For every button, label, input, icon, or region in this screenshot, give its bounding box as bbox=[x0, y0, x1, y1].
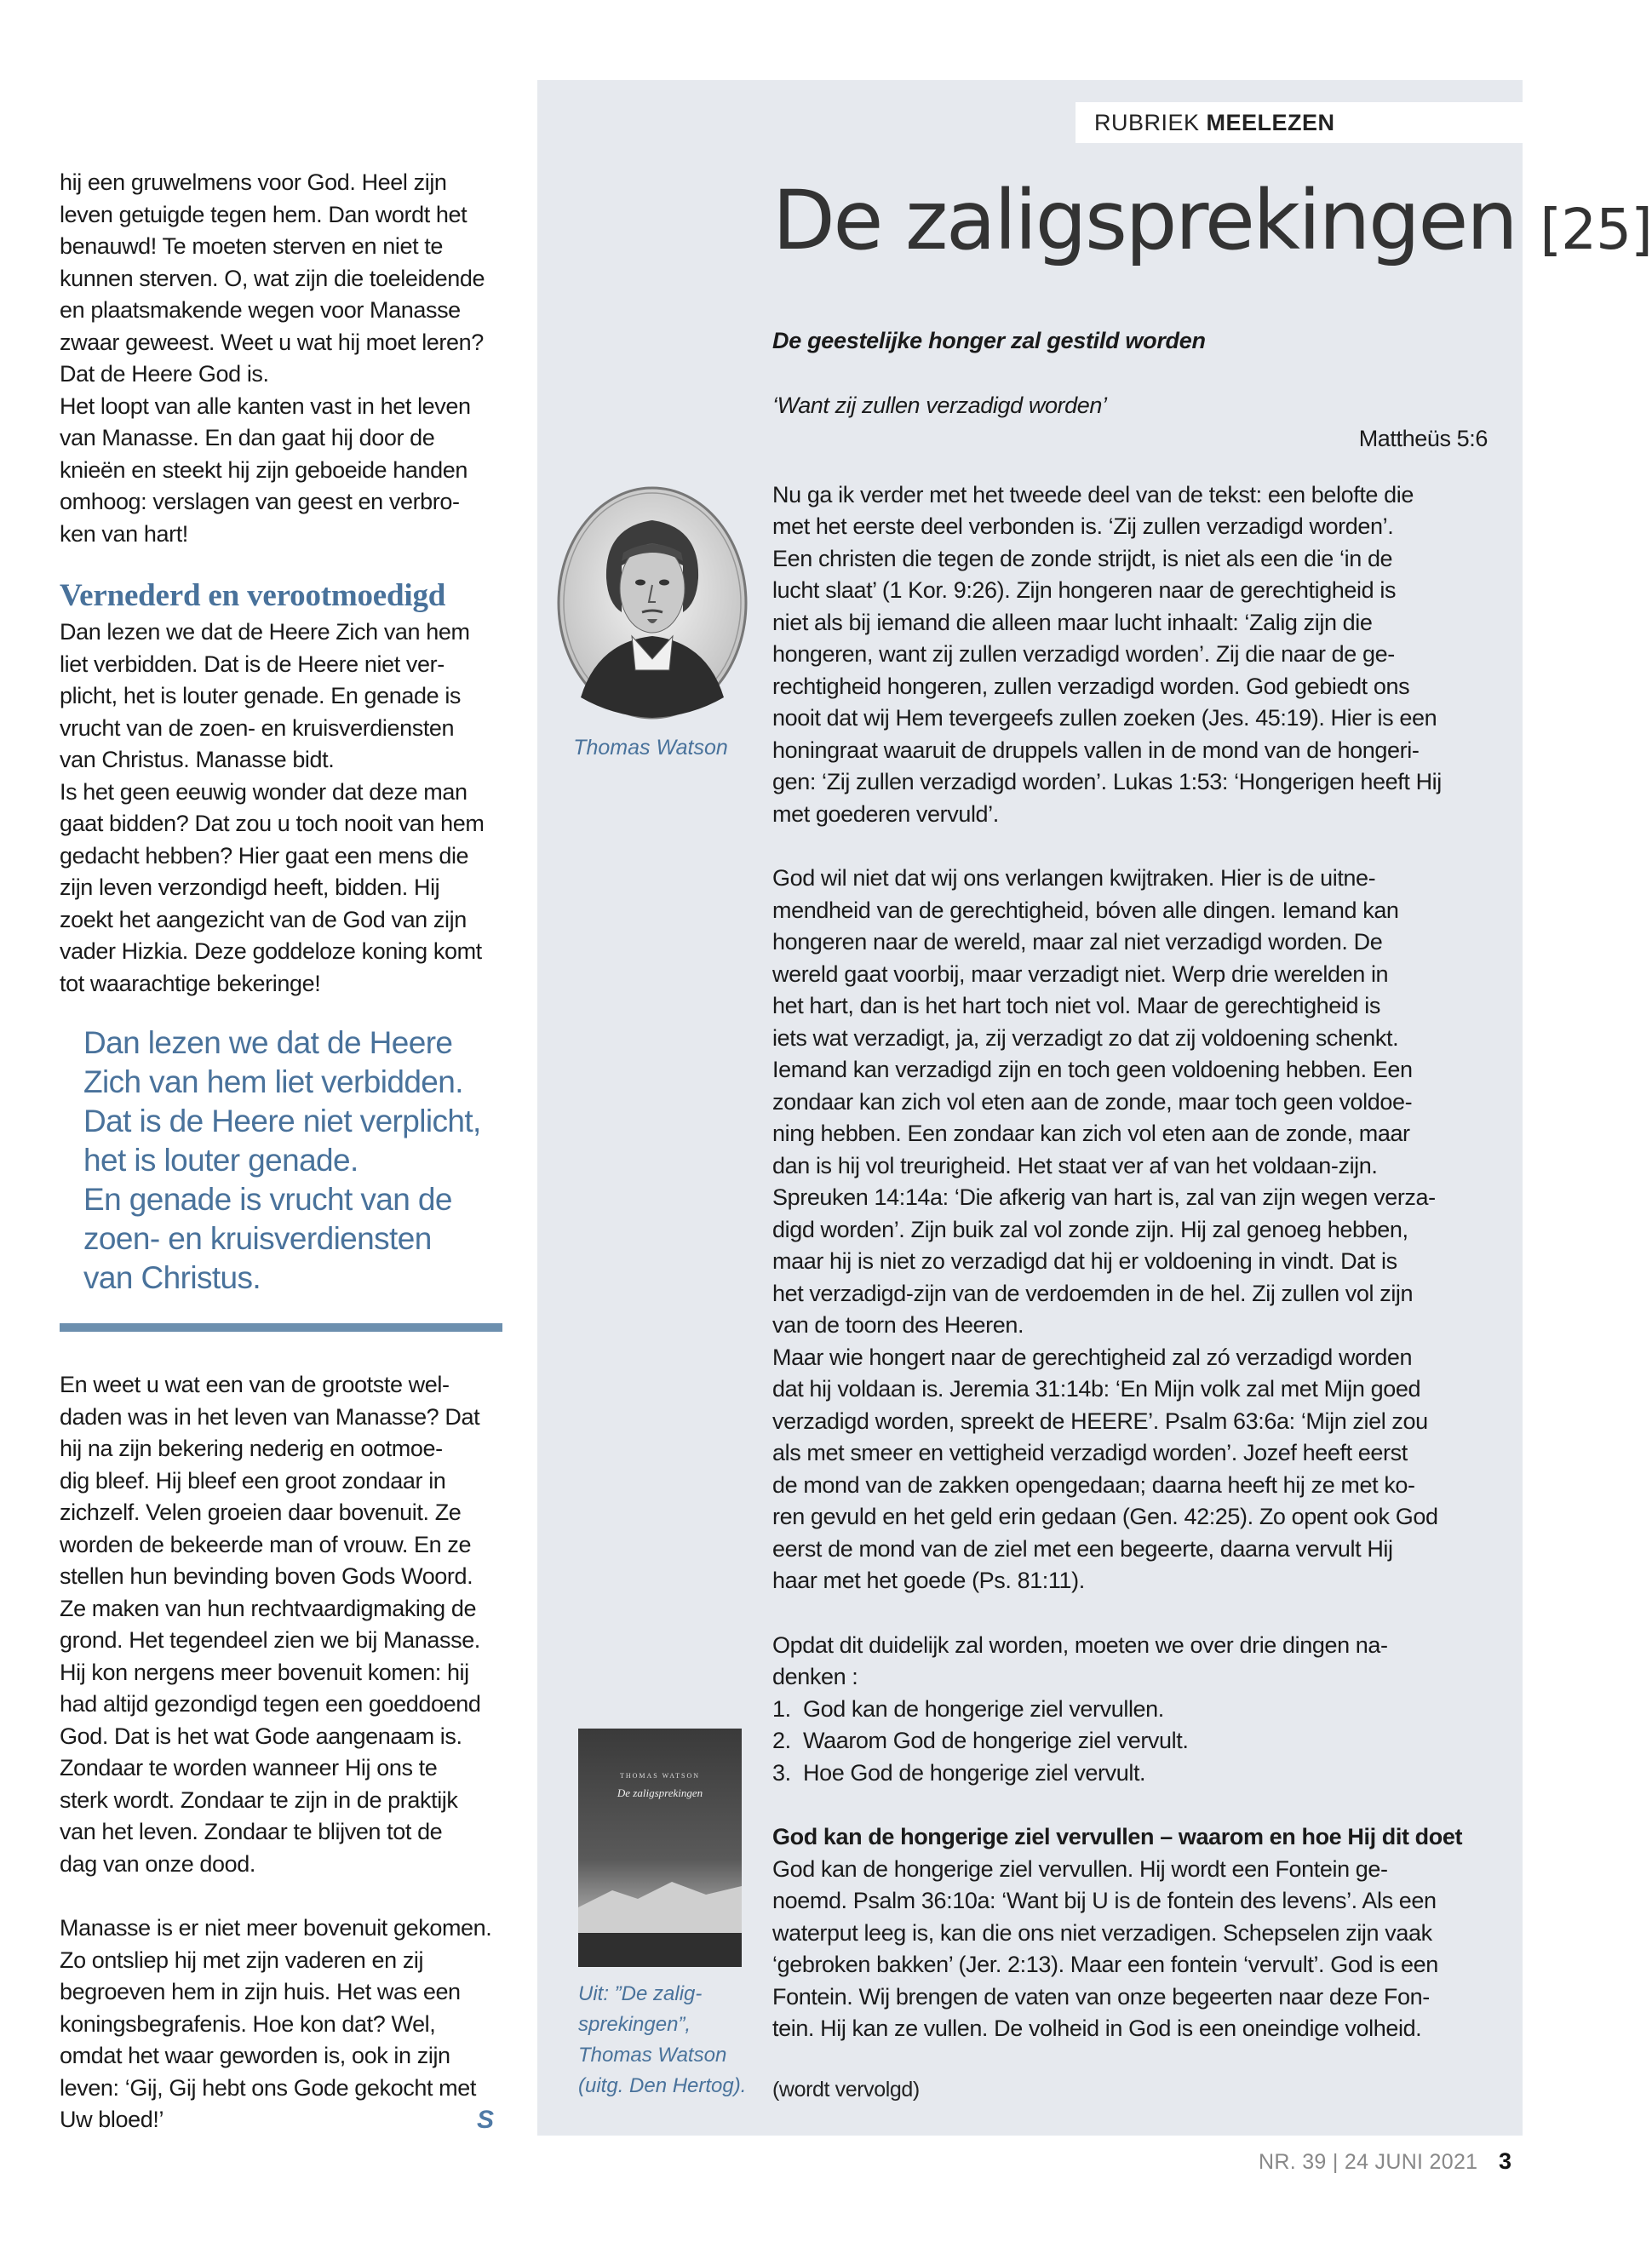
text-line: gen: ‘Zij zullen verzadigd worden’. Lukas 1:53: ‘Hongerigen heeft Hij bbox=[772, 769, 1442, 794]
text-line: Thomas Watson bbox=[578, 2044, 727, 2067]
text-line: kunnen sterven. O, wat zijn die toeleidende bbox=[60, 265, 485, 291]
text-line: ‘gebroken bakken’ (Jer. 2:13). Maar een fontein ‘vervult’. God is een bbox=[772, 1952, 1438, 1977]
text-line: maar hij is niet zo verzadigd dat hij er voldoening in vindt. Dat is bbox=[772, 1248, 1397, 1274]
text-line: Ze maken van hun rechtvaardigmaking de bbox=[60, 1595, 477, 1621]
text-line: zijn leven verzondigd heeft, bidden. Hij bbox=[60, 874, 440, 900]
list-item bbox=[772, 1725, 1488, 1758]
left-paragraph-3 bbox=[60, 1369, 508, 1880]
text-line: had altijd gezondigd tegen een goeddoend bbox=[60, 1691, 481, 1717]
scripture-reference: Mattheüs 5:6 bbox=[1358, 425, 1488, 451]
text-line: God wil niet dat wij ons verlangen kwijtraken. Hier is de uitne- bbox=[772, 865, 1376, 891]
text-line: benauwd! Te moeten sterven en niet te bbox=[60, 233, 444, 259]
text-line: haar met het goede (Ps. 81:11). bbox=[772, 1568, 1085, 1593]
article-body bbox=[772, 325, 1488, 2106]
text-line: Uw bloed!’ bbox=[60, 2107, 164, 2132]
text-line: Opdat dit duidelijk zal worden, moeten we over drie dingen na- bbox=[772, 1631, 1388, 1658]
text-line: dag van onze dood. bbox=[60, 1850, 255, 1877]
text-line: leven getuigde tegen hem. Dan wordt het bbox=[60, 201, 467, 227]
text-line: Hij kon nergens meer bovenuit komen: hij bbox=[60, 1659, 469, 1685]
list-text: Waarom God de hongerige ziel vervult. bbox=[803, 1728, 1189, 1753]
text-line: tot waarachtige bekeringe! bbox=[60, 970, 321, 996]
text-line: Spreuken 14:14a: ‘Die afkerig van hart is, zal van zijn wegen verza- bbox=[772, 1184, 1436, 1210]
text-line: zondaar kan zich vol eten aan de zonde, maar toch geen voldoe- bbox=[772, 1088, 1413, 1115]
text-line: eerst de mond van de ziel met een begeerte, daarna vervult Hij bbox=[772, 1535, 1393, 1562]
text-line: Zondaar te worden wanneer Hij ons te bbox=[60, 1755, 438, 1780]
rubric-name: MEELEZEN bbox=[1206, 110, 1335, 135]
rubric-label bbox=[1076, 102, 1529, 143]
left-paragraph-4 bbox=[60, 1912, 508, 2136]
left-paragraph-2 bbox=[60, 616, 508, 1000]
text-line: van Christus. Manasse bidt. bbox=[60, 747, 335, 772]
book-cover-image bbox=[578, 1729, 742, 1967]
text-line: zichzelf. Velen groeien daar bovenuit. Ze bbox=[60, 1499, 462, 1525]
text-line: hij na zijn bekering nederig en ootmoe- bbox=[60, 1436, 443, 1461]
text-line: Is het geen eeuwig wonder dat deze man bbox=[60, 778, 467, 805]
text-line: noemd. Psalm 36:10a: ‘Want bij U is de fontein des levens’. Als een bbox=[772, 1888, 1437, 1913]
text-line: Zo ontsliep hij met zijn vaderen en zij bbox=[60, 1947, 424, 1973]
list-item bbox=[772, 1694, 1488, 1726]
list-item bbox=[772, 1758, 1488, 1790]
text-line: het hart, dan is het hart toch niet vol. Maar de gerechtigheid is bbox=[772, 993, 1380, 1018]
book-cover-author: THOMAS WATSON bbox=[619, 1772, 701, 1780]
text-line: En genade is vrucht van de bbox=[83, 1182, 452, 1217]
text-line: hij een gruwelmens voor God. Heel zijn bbox=[60, 169, 447, 195]
text-line: met goederen vervuld’. bbox=[772, 800, 999, 827]
list-number: 1. bbox=[772, 1695, 791, 1722]
left-paragraph-4-text bbox=[60, 1912, 508, 2136]
text-line: zoekt het aangezicht van de God van zijn bbox=[60, 906, 467, 932]
text-line: grond. Het tegendeel zien we bij Manasse. bbox=[60, 1627, 480, 1653]
text-line: vrucht van de zoen- en kruisverdiensten bbox=[60, 714, 455, 741]
text-line: ken van hart! bbox=[60, 520, 188, 547]
text-line: rechtigheid hongeren, zullen verzadigd worden. God gebiedt ons bbox=[772, 673, 1410, 699]
list-text: Hoe God de hongerige ziel vervult. bbox=[803, 1759, 1146, 1786]
text-line: gaat bidden? Dat zou u toch nooit van hem bbox=[60, 811, 485, 836]
text-line: Uit: ”De zalig- bbox=[578, 1982, 703, 2005]
text-line: worden de bekeerde man of vrouw. En ze bbox=[60, 1531, 472, 1557]
text-line: als met smeer en vettigheid verzadigd worden’. Jozef heeft eerst bbox=[772, 1440, 1408, 1465]
text-line: Een christen die tegen de zonde strijdt, is niet als een die ‘in de bbox=[772, 545, 1393, 571]
text-line: sprekingen”, bbox=[578, 2013, 691, 2036]
portrait-image bbox=[555, 485, 749, 721]
text-line: iets wat verzadigt, ja, zij verzadigt zo dat zij voldoening schenkt. bbox=[772, 1024, 1399, 1051]
points-list bbox=[772, 1694, 1488, 1790]
portrait-caption: Thomas Watson bbox=[573, 736, 728, 760]
text-line: Fontein. Wij brengen de vaten van onze begeerten naar deze Fon- bbox=[772, 1983, 1430, 2010]
text-line: denken : bbox=[772, 1664, 858, 1689]
text-line: hongeren, want zij zullen verzadigd worden’. Zij die naar de ge- bbox=[772, 641, 1395, 667]
text-line: Dat de Heere God is. bbox=[60, 361, 269, 387]
text-line: dat hij voldaan is. Jeremia 31:14b: ‘En Mijn volk zal met Mijn goed bbox=[772, 1376, 1421, 1402]
text-line: dig bleef. Hij bleef een groot zondaar in bbox=[60, 1467, 446, 1494]
text-line: de mond van de zakken opengedaan; daarna heeft hij ze met ko- bbox=[772, 1471, 1415, 1498]
page-number: 3 bbox=[1499, 2148, 1512, 2174]
text-line: verzadigd worden, spreekt de HEERE’. Psalm 63:6a: ‘Mijn ziel zou bbox=[772, 1408, 1428, 1434]
issue-info: NR. 39 | 24 JUNI 2021 bbox=[1259, 2150, 1478, 2174]
article-panel bbox=[537, 80, 1652, 2136]
pull-quote-rule bbox=[60, 1323, 502, 1332]
text-line: met het eerste deel verbonden is. ‘Zij zullen verzadigd worden’. bbox=[772, 513, 1394, 539]
article-paragraph-2 bbox=[772, 863, 1488, 1597]
text-line: waterput leeg is, kan die ons niet verzadigen. Schepselen zijn vaak bbox=[772, 1919, 1432, 1946]
text-line: omdat het waar geworden is, ook in zijn bbox=[60, 2043, 450, 2068]
text-line: ren gevuld en het geld erin gedaan (Gen. 42:25). Zo opent ook God bbox=[772, 1504, 1438, 1529]
text-line: leven: ‘Gij, Gij hebt ons Gode gekocht met bbox=[60, 2074, 476, 2101]
text-line: liet verbidden. Dat is de Heere niet ver- bbox=[60, 651, 445, 677]
text-line: (uitg. Den Hertog). bbox=[578, 2074, 747, 2097]
text-line: en plaatsmakende wegen voor Manasse bbox=[60, 297, 461, 323]
text-line: Iemand kan verzadigd zijn en toch geen voldoening hebben. Een bbox=[772, 1057, 1413, 1082]
text-line: wereld gaat voorbij, maar verzadigt niet. Werp drie werelden in bbox=[772, 960, 1389, 987]
article-paragraph-3 bbox=[772, 1630, 1488, 1694]
text-line: plicht, het is louter genade. En genade is bbox=[60, 683, 462, 708]
text-line: hongeren naar de wereld, maar zal niet verzadigd worden. De bbox=[772, 929, 1383, 955]
text-line: God. Dat is het wat Gode aangenaam is. bbox=[60, 1723, 462, 1749]
list-number: 3. bbox=[772, 1759, 791, 1786]
text-line: knieën en steekt hij zijn geboeide handen bbox=[60, 456, 467, 483]
left-paragraph-1 bbox=[60, 167, 508, 550]
left-subheading: Vernederd en verootmoedigd bbox=[60, 578, 446, 613]
article-paragraph-4 bbox=[772, 1854, 1488, 2045]
text-line: En weet u wat een van de grootste wel- bbox=[60, 1372, 450, 1397]
article-lead: De geestelijke honger zal gestild worden bbox=[772, 328, 1206, 353]
text-line: Maar wie hongert naar de gerechtigheid zal zó verzadigd worden bbox=[772, 1344, 1413, 1370]
text-line: het is louter genade. bbox=[83, 1143, 359, 1178]
text-line: omhoog: verslagen van geest en verbro- bbox=[60, 489, 460, 514]
article-title bbox=[772, 174, 1652, 277]
text-line: het verzadigd-zijn van de verdoemden in de hel. Zij zullen vol zijn bbox=[772, 1280, 1414, 1306]
text-line: niet als bij iemand die alleen maar lucht inhaalt: ‘Zalig zijn die bbox=[772, 609, 1373, 635]
text-line: tein. Hij kan ze vullen. De volheid in God is een oneindige volheid. bbox=[772, 2016, 1422, 2041]
book-caption bbox=[578, 1979, 774, 2102]
end-mark-icon: S bbox=[477, 2106, 494, 2134]
text-line: stellen hun bevinding boven Gods Woord. bbox=[60, 1563, 473, 1589]
text-line: van Manasse. En dan gaat hij door de bbox=[60, 425, 435, 450]
text-line: Dan lezen we dat de Heere bbox=[83, 1025, 453, 1060]
text-line: van het leven. Zondaar te blijven tot de bbox=[60, 1819, 443, 1844]
text-line: lucht slaat’ (1 Kor. 9:26). Zijn hongeren naar de gerechtigheid is bbox=[772, 577, 1397, 603]
rubric-prefix: RUBRIEK bbox=[1094, 110, 1200, 135]
text-line: zwaar geweest. Weet u wat hij moet leren? bbox=[60, 329, 484, 355]
list-text: God kan de hongerige ziel vervullen. bbox=[803, 1695, 1164, 1722]
text-line: vader Hizkia. Deze goddeloze koning komt bbox=[60, 938, 482, 964]
text-line: honingraat waaruit de druppels vallen in de mond van de hongeri- bbox=[772, 737, 1420, 763]
text-line: ning hebben. Een zondaar kan zich vol eten aan de zonde, maar bbox=[772, 1121, 1410, 1146]
book-cover-title: De zaligsprekingen bbox=[617, 1786, 703, 1799]
list-number: 2. bbox=[772, 1728, 791, 1753]
text-line: Manasse is er niet meer bovenuit gekomen. bbox=[60, 1915, 492, 1941]
text-line: Zich van hem liet verbidden. bbox=[83, 1064, 463, 1099]
scripture-quote: ‘Want zij zullen verzadigd worden’ bbox=[772, 392, 1107, 418]
text-line: begroeven hem in zijn huis. Het was een bbox=[60, 1979, 461, 2004]
text-line: dan is hij vol treurigheid. Het staat ver af van het voldaan-zijn. bbox=[772, 1152, 1378, 1178]
text-line: Het loopt van alle kanten vast in het leven bbox=[60, 393, 471, 419]
text-line: sterk wordt. Zondaar te zijn in de praktijk bbox=[60, 1786, 458, 1813]
title-main: De zaligsprekingen bbox=[772, 173, 1517, 268]
article-paragraph-1 bbox=[772, 479, 1488, 831]
text-line: gedacht hebben? Hier gaat een mens die bbox=[60, 842, 469, 869]
to-be-continued: (wordt vervolgd) bbox=[772, 2077, 920, 2102]
text-line: digd worden’. Zijn buik zal vol zonde zijn. Hij zal genoeg hebben, bbox=[772, 1216, 1408, 1242]
text-line: van de toorn des Heeren. bbox=[772, 1312, 1024, 1338]
title-number: [25] bbox=[1540, 197, 1652, 262]
text-line: Dan lezen we dat de Heere Zich van hem bbox=[60, 619, 470, 645]
text-line: God kan de hongerige ziel vervullen. Hij wordt een Fontein ge- bbox=[772, 1855, 1388, 1882]
text-line: nooit dat wij Hem tevergeefs zullen zoeken (Jes. 45:19). Hier is een bbox=[772, 705, 1437, 731]
text-line: zoen- en kruisverdiensten bbox=[83, 1221, 432, 1256]
pull-quote bbox=[60, 1024, 508, 1298]
text-line: Nu ga ik verder met het tweede deel van de tekst: een belofte die bbox=[772, 481, 1414, 507]
left-column bbox=[60, 167, 508, 2136]
text-line: mendheid van de gerechtigheid, bóven alle dingen. Iemand kan bbox=[772, 897, 1399, 923]
text-line: daden was in het leven van Manasse? Dat bbox=[60, 1403, 480, 1430]
text-line: koningsbegrafenis. Hoe kon dat? Wel, bbox=[60, 2010, 436, 2037]
text-line: van Christus. bbox=[83, 1260, 261, 1295]
article-subheading: God kan de hongerige ziel vervullen – waarom en hoe Hij dit doet bbox=[772, 1824, 1463, 1849]
text-line: Dat is de Heere niet verplicht, bbox=[83, 1104, 481, 1138]
